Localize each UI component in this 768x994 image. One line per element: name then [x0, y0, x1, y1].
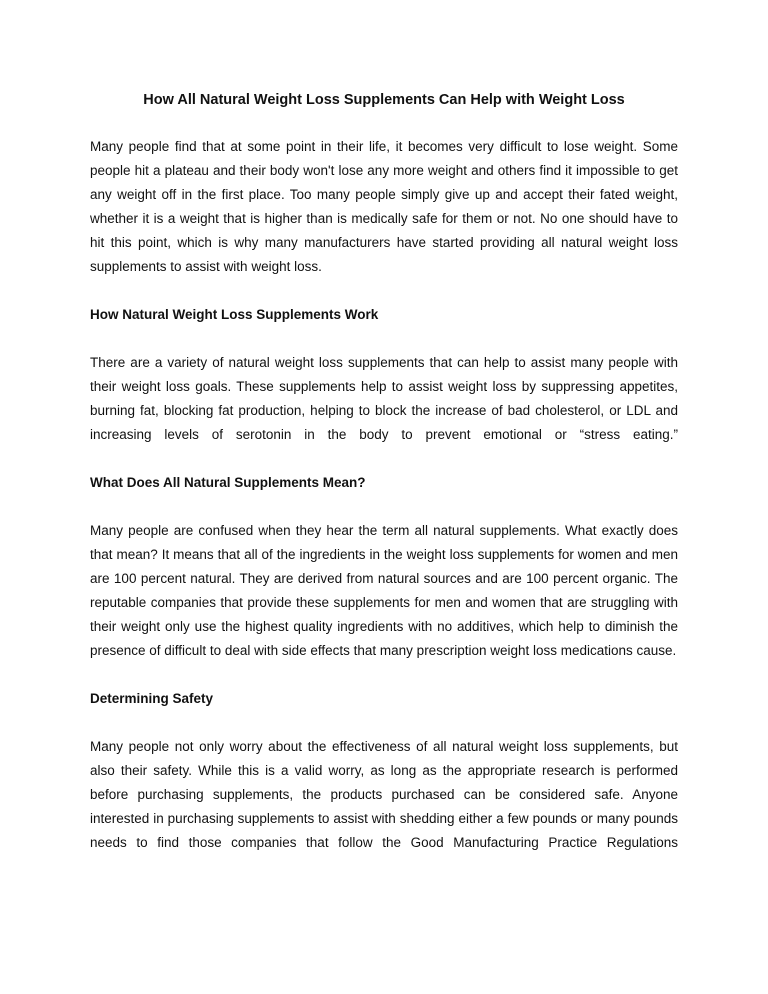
- intro-paragraph: Many people find that at some point in their life, it becomes very difficult to lose weight. Some people hit a plateau and their body won't lose any more weight and others find it impossible to get any weight off in the first place. Too many people simply give up and accept their fated weight, whether it is a weight that is higher than is medically safe for them or not. No one should have to hit this point, which is why many manufacturers have started providing all natural weight loss supplements to assist with weight loss.: [90, 139, 678, 274]
- section-body-determining-safety: Many people not only worry about the effectiveness of all natural weight loss supplements, but also their safety. While this is a valid worry, as long as the appropriate research is performed before purchasing supplements, the products purchased can be considered safe. Anyone interested in purchasing supplements to assist with shedding either a few pounds or many pounds needs to find those companies that follow the Good Manufacturing Practice Regulations: [90, 739, 678, 850]
- section-heading-all-natural-meaning: What Does All Natural Supplements Mean?: [90, 475, 366, 490]
- section-heading-how-it-works: How Natural Weight Loss Supplements Work: [90, 307, 379, 322]
- section-body-all-natural-meaning: Many people are confused when they hear the term all natural supplements. What exactly does that mean? It means that all of the ingredients in the weight loss supplements for women and men are 100 percent natural. They are derived from natural sources and are 100 percent organic. The reputable companies that provide these supplements for men and women that are struggling with their weight only use the highest quality ingredients with no additives, which help to diminish the presence of difficult to deal with side effects that many prescription weight loss medications cause.: [90, 523, 678, 658]
- document-title: How All Natural Weight Loss Supplements Can Help with Weight Loss: [143, 92, 625, 108]
- document-page: [90, 88, 678, 855]
- section-body-how-it-works: There are a variety of natural weight loss supplements that can help to assist many people with their weight loss goals. These supplements help to assist weight loss by suppressing appetites, burning fat, blocking fat production, helping to block the increase of bad cholesterol, or LDL and increasing levels of serotonin in the body to prevent emotional or “stress eating.”: [90, 355, 678, 442]
- section-heading-determining-safety: Determining Safety: [90, 691, 214, 706]
